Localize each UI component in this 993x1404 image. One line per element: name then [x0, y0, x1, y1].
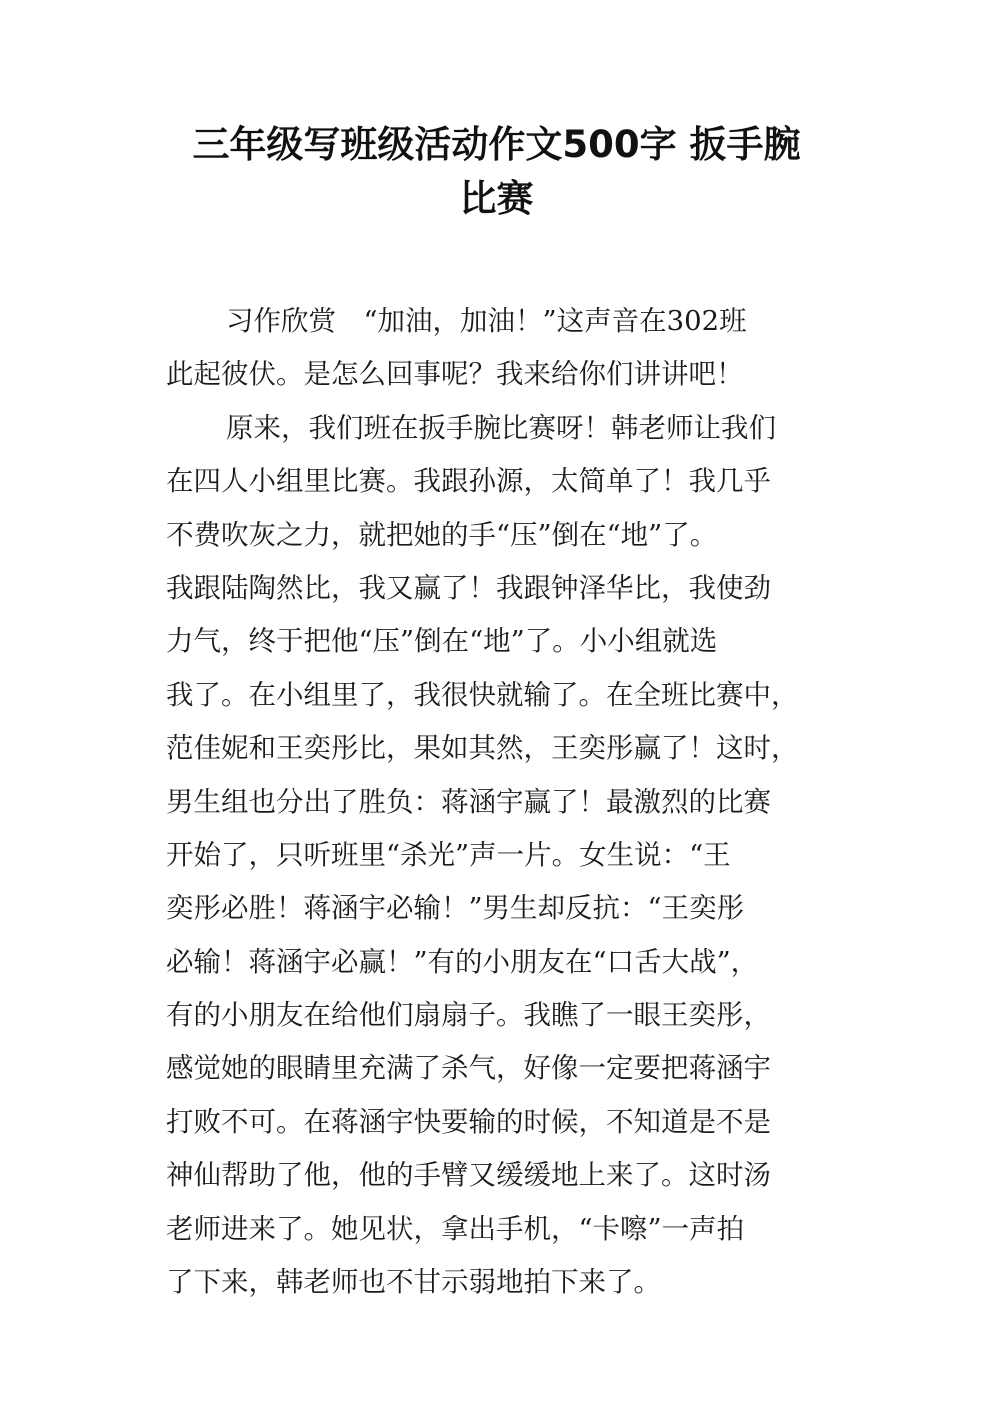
essay-line: 必输！蒋涵宇必赢！”有的小朋友在“口舌大战”，: [166, 945, 759, 978]
essay-line: 在四人小组里比赛。我跟孙源，太简单了！我几乎: [166, 465, 771, 498]
essay-line: 此起彼伏。是怎么回事呢？我来给你们讲讲吧！: [166, 358, 744, 391]
essay-line: 范佳妮和王奕彤比，果如其然，王奕彤赢了！这时，: [166, 732, 799, 765]
essay-line: 我了。在小组里了，我很快就输了。在全班比赛中，: [166, 678, 799, 711]
essay-line: 习作欣赏 “加油，加油！”这声音在302班: [226, 305, 747, 337]
essay-line: 老师进来了。她见状，拿出手机，“卡嚓”一声拍: [166, 1212, 745, 1245]
title-line-1: 三年级写班级活动作文500字 扳手腕: [192, 123, 801, 166]
essay-line: 力气，终于把他“压”倒在“地”了。小小组就选: [166, 625, 718, 658]
essay-line: 我跟陆陶然比，我又赢了！我跟钟泽华比，我使劲: [166, 571, 771, 604]
essay-line: 了下来，韩老师也不甘示弱地拍下来了。: [166, 1266, 661, 1299]
essay-line: 有的小朋友在给他们扇扇子。我瞧了一眼王奕彤，: [166, 999, 771, 1032]
title-line-2: 比赛: [459, 177, 534, 220]
essay-line: 不费吹灰之力，就把她的手“压”倒在“地”了。: [166, 518, 718, 551]
essay-body: [166, 295, 828, 1309]
essay-line: 奕彤必胜！蒋涵宇必输！”男生却反抗：“王奕彤: [166, 892, 745, 925]
essay-line: 男生组也分出了胜负：蒋涵宇赢了！最激烈的比赛: [166, 785, 771, 818]
essay-line: 感觉她的眼睛里充满了杀气，好像一定要把蒋涵宇: [166, 1052, 771, 1085]
essay-line: 原来，我们班在扳手腕比赛呀！韩老师让我们: [226, 411, 776, 444]
essay-line: 打败不可。在蒋涵宇快要输的时候，不知道是不是: [166, 1105, 771, 1138]
document-title: [150, 118, 843, 226]
essay-line: 开始了，只听班里“杀光”声一片。女生说：“王: [166, 838, 731, 871]
essay-line: 神仙帮助了他，他的手臂又缓缓地上来了。这时汤: [166, 1159, 771, 1192]
